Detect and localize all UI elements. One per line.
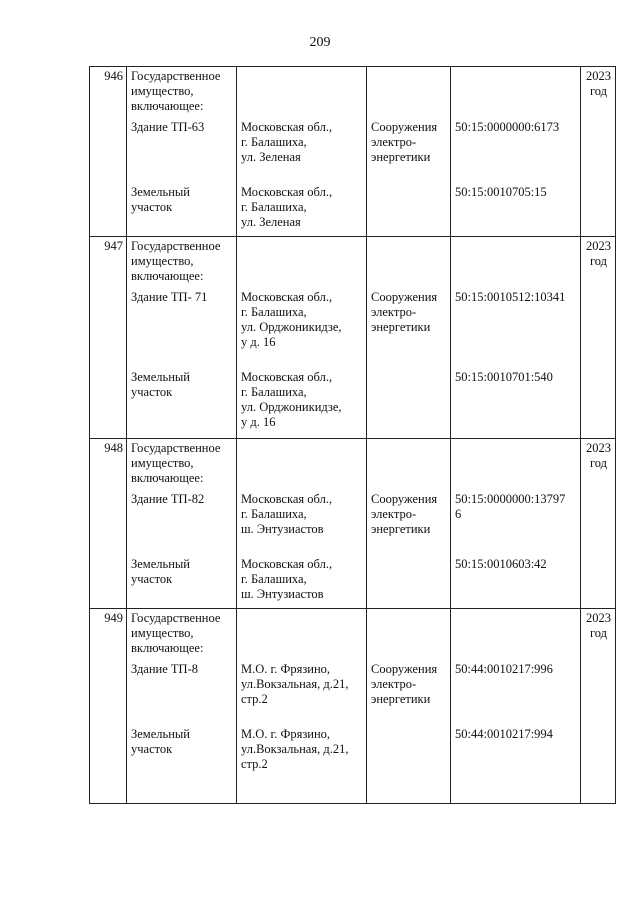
spacer <box>455 305 577 370</box>
text-line: 50:44:0010217:994 <box>455 727 553 741</box>
text-line: включающее: <box>131 269 204 283</box>
text-line: ул.Вокзальная, д.21, <box>241 742 349 756</box>
property-name-cell <box>127 237 237 439</box>
spacer <box>241 350 363 370</box>
text-line: энергетики <box>371 150 431 164</box>
property-name-cell <box>127 439 237 609</box>
text-line: г. Балашиха, <box>241 572 307 586</box>
text-line: 50:15:0010603:42 <box>455 557 547 571</box>
property-name-cell <box>127 67 237 237</box>
text-line: ул. Зеленая <box>241 215 301 229</box>
text-line: г. Балашиха, <box>241 200 307 214</box>
spacer <box>455 677 577 727</box>
address-cell <box>237 609 367 804</box>
text-line: 50:15:0010705:15 <box>455 185 547 199</box>
text-line: М.О. г. Фрязино, <box>241 662 331 676</box>
text-line: Государственное <box>131 69 221 83</box>
text-line: у д. 16 <box>241 335 276 349</box>
registry-rows <box>90 67 616 804</box>
text-line: Здание ТП-63 <box>131 120 205 134</box>
year-cell <box>581 67 616 237</box>
text-line: Сооружения <box>371 492 438 506</box>
text-line: 50:15:0010701:540 <box>455 370 553 384</box>
spacer <box>371 611 447 662</box>
text-line: 2023 <box>586 611 611 625</box>
property-registry-table <box>89 66 616 804</box>
text-line: Земельный <box>131 727 190 741</box>
spacer <box>455 611 577 662</box>
row-number <box>90 439 127 609</box>
spacer <box>241 165 363 185</box>
text-line: ш. Энтузиастов <box>241 587 324 601</box>
text-line: 50:15:0010512:10341 <box>455 290 566 304</box>
text-line: Земельный <box>131 185 190 199</box>
text-line: ш. Энтузиастов <box>241 522 324 536</box>
spacer <box>241 69 363 120</box>
text-line: 2023 <box>586 239 611 253</box>
text-line: Московская обл., <box>241 370 333 384</box>
row-number <box>90 609 127 804</box>
text-line: включающее: <box>131 99 204 113</box>
spacer <box>131 507 233 557</box>
spacer <box>455 522 577 557</box>
text-line: г. Балашиха, <box>241 507 307 521</box>
text-line: М.О. г. Фрязино, <box>241 727 331 741</box>
text-line: стр.2 <box>241 692 268 706</box>
text-line: участок <box>131 385 173 399</box>
cadastral-number-cell <box>451 439 581 609</box>
text-line: г. Балашиха, <box>241 135 307 149</box>
spacer <box>131 135 233 185</box>
spacer <box>371 441 447 492</box>
text-line: Сооружения <box>371 290 438 304</box>
text-line: Московская обл., <box>241 120 333 134</box>
year-cell <box>581 609 616 804</box>
text-line: год <box>589 254 608 268</box>
spacer <box>241 611 363 662</box>
text-line: Сооружения <box>371 662 438 676</box>
text-line: электро- <box>371 507 417 521</box>
text-line: Сооружения <box>371 120 438 134</box>
spacer <box>241 441 363 492</box>
text-line: год <box>589 84 608 98</box>
row-number <box>90 67 127 237</box>
property-name-cell <box>127 609 237 804</box>
purpose-cell <box>367 67 451 237</box>
row-number-value: 947 <box>104 239 123 253</box>
text-line: энергетики <box>371 692 431 706</box>
spacer <box>455 135 577 185</box>
text-line: 50:15:0000000:6173 <box>455 120 560 134</box>
text-line: Государственное <box>131 441 221 455</box>
text-line: имущество, <box>131 84 194 98</box>
text-line: энергетики <box>371 320 431 334</box>
text-line: ул.Вокзальная, д.21, <box>241 677 349 691</box>
address-cell <box>237 237 367 439</box>
row-number-value: 949 <box>104 611 123 625</box>
table-row <box>90 439 616 609</box>
row-number <box>90 237 127 439</box>
text-line: включающее: <box>131 641 204 655</box>
text-line: ул. Зеленая <box>241 150 301 164</box>
spacer <box>455 69 577 120</box>
text-line: Здание ТП- 71 <box>131 290 208 304</box>
text-line: год <box>589 626 608 640</box>
text-line: участок <box>131 572 173 586</box>
row-number-value: 948 <box>104 441 123 455</box>
text-line: имущество, <box>131 254 194 268</box>
address-cell <box>237 67 367 237</box>
page-number: 209 <box>309 35 331 50</box>
text-line: имущество, <box>131 456 194 470</box>
table-row <box>90 609 616 804</box>
cadastral-number-cell <box>451 67 581 237</box>
text-line: ул. Орджоникидзе, <box>241 400 342 414</box>
text-line: г. Балашиха, <box>241 305 307 319</box>
text-line: 6 <box>455 507 462 521</box>
text-line: год <box>589 456 608 470</box>
text-line: у д. 16 <box>241 415 276 429</box>
text-line: ул. Орджоникидзе, <box>241 320 342 334</box>
year-cell <box>581 439 616 609</box>
spacer <box>371 239 447 290</box>
text-line: участок <box>131 200 173 214</box>
text-line: Земельный <box>131 370 190 384</box>
text-line: Государственное <box>131 611 221 625</box>
cadastral-number-cell <box>451 609 581 804</box>
text-line: 2023 <box>586 69 611 83</box>
spacer <box>455 239 577 290</box>
text-line: Московская обл., <box>241 492 333 506</box>
spacer <box>131 305 233 370</box>
text-line: электро- <box>371 305 417 319</box>
spacer <box>455 441 577 492</box>
spacer <box>241 537 363 557</box>
table-row <box>90 237 616 439</box>
text-line: имущество, <box>131 626 194 640</box>
text-line: энергетики <box>371 522 431 536</box>
text-line: Московская обл., <box>241 185 333 199</box>
address-cell <box>237 439 367 609</box>
spacer <box>241 239 363 290</box>
text-line: участок <box>131 742 173 756</box>
cadastral-number-cell <box>451 237 581 439</box>
purpose-cell <box>367 439 451 609</box>
spacer <box>371 69 447 120</box>
text-line: 50:15:0000000:13797 <box>455 492 566 506</box>
text-line: стр.2 <box>241 757 268 771</box>
text-line: 2023 <box>586 441 611 455</box>
year-cell <box>581 237 616 439</box>
purpose-cell <box>367 237 451 439</box>
text-line: Государственное <box>131 239 221 253</box>
text-line: включающее: <box>131 471 204 485</box>
text-line: электро- <box>371 677 417 691</box>
text-line: Земельный <box>131 557 190 571</box>
table-row <box>90 67 616 237</box>
text-line: электро- <box>371 135 417 149</box>
text-line: Здание ТП-82 <box>131 492 205 506</box>
spacer <box>131 677 233 727</box>
spacer <box>241 707 363 727</box>
text-line: Здание ТП-8 <box>131 662 198 676</box>
text-line: 50:44:0010217:996 <box>455 662 553 676</box>
text-line: Московская обл., <box>241 290 333 304</box>
text-line: г. Балашиха, <box>241 385 307 399</box>
text-line: Московская обл., <box>241 557 333 571</box>
purpose-cell <box>367 609 451 804</box>
row-number-value: 946 <box>104 69 123 83</box>
